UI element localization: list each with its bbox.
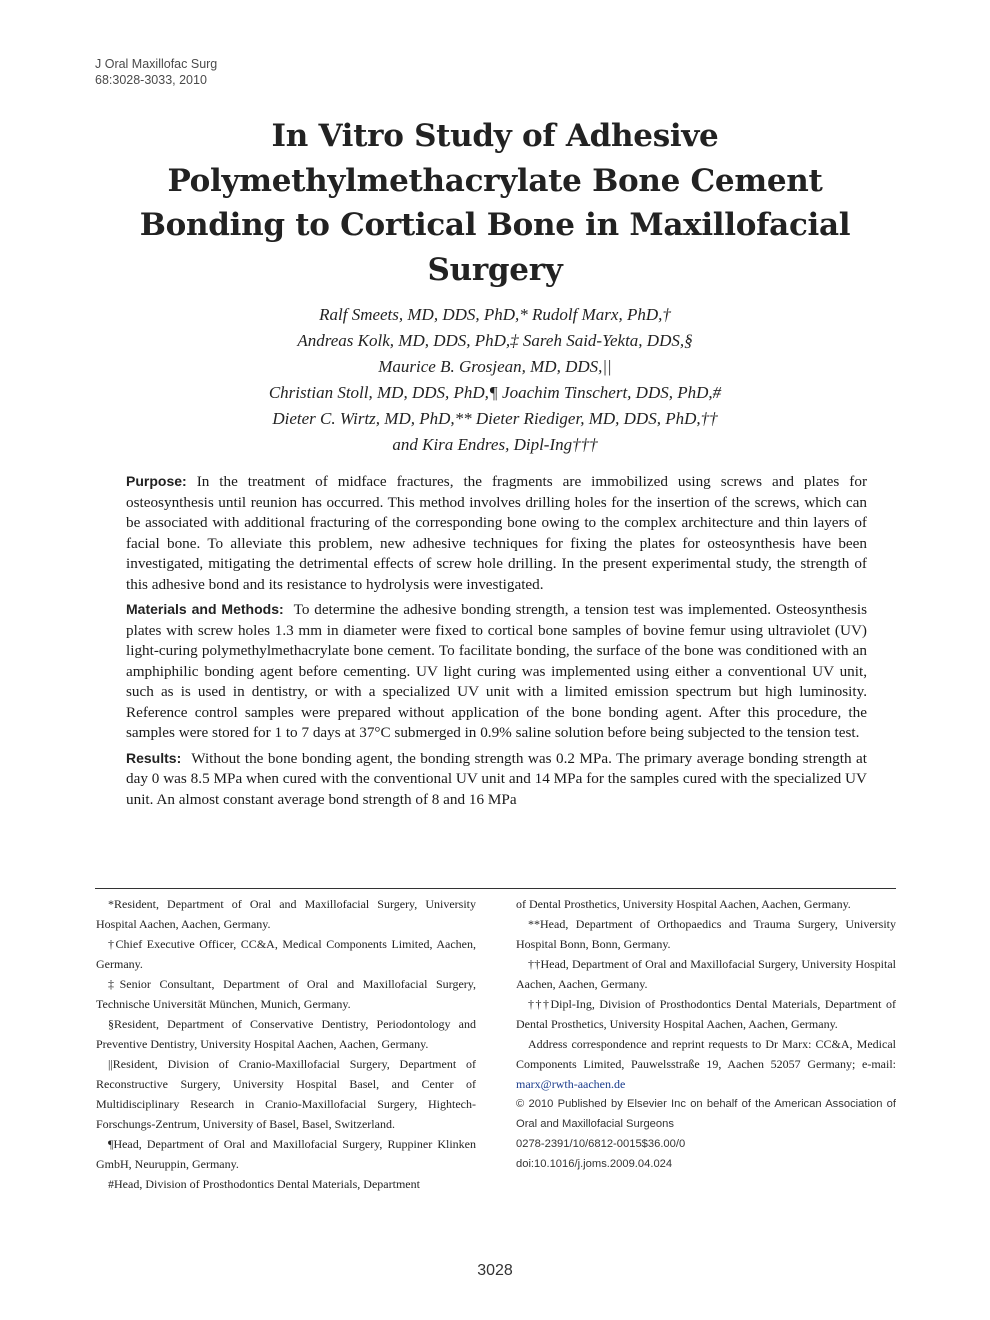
abstract-methods — [126, 599, 867, 744]
footnote: †††Dipl-Ing, Division of Prosthodontics Dental Materials, Department of Dental Prosthetics, University Hospital Aachen, Aachen, Germany. — [516, 997, 896, 1031]
journal-header — [95, 56, 217, 88]
journal-name: J Oral Maxillofac Surg — [95, 57, 218, 71]
footnote: ||Resident, Division of Cranio-Maxillofacial Surgery, Department of Reconstructive Surgery, University Hospital Basel, and Center of Multidisciplinary Research in Cranio-Maxillofacial Surgery, Hightech-Forschungs-Zentrum, University of Basel, Basel, Switzerland. — [96, 1057, 476, 1131]
footnote: ‡Senior Consultant, Department of Oral and Maxillofacial Surgery, Technische Universität München, Munich, Germany. — [96, 977, 476, 1011]
page-number: 3028 — [477, 1262, 513, 1279]
footnote: ††Head, Department of Oral and Maxillofacial Surgery, University Hospital Aachen, Aachen, Germany. — [516, 957, 896, 991]
section-label: Results: — [126, 749, 182, 766]
footnote: **Head, Department of Orthopaedics and Trauma Surgery, University Hospital Bonn, Bonn, Germany. — [516, 917, 896, 951]
copyright-notice: © 2010 Published by Elsevier Inc on behalf of the American Association of Oral and Maxillofacial Surgeons — [516, 1098, 896, 1130]
doi: doi:10.1016/j.joms.2009.04.024 — [516, 1158, 673, 1170]
author-line: Andreas Kolk, MD, DDS, PhD,‡ Sareh Said-Yekta, DDS,§ — [297, 331, 693, 350]
address-text: Address correspondence and reprint requests to Dr Marx: CC&A, Medical Components Limited, Pauwelsstraße 19, Aachen 52057 Germany; e-mail: — [516, 1037, 896, 1071]
author-line: and Kira Endres, Dipl-Ing††† — [392, 435, 598, 454]
section-label: Materials and Methods: — [126, 601, 284, 617]
section-text: Without the bone bonding agent, the bonding strength was 0.2 MPa. The primary average bonding strength at day 0 was 8.5 MPa when cured with the conventional UV unit and 14 MPa for the samples cured with the specialized UV unit. An almost constant average bond strength of 8 and 16 MPa — [126, 749, 867, 808]
correspondence-address — [516, 1034, 896, 1094]
footnote-continuation: of Dental Prosthetics, University Hospital Aachen, Aachen, Germany. — [516, 897, 851, 911]
author-list — [100, 302, 890, 458]
footnote-divider — [95, 888, 896, 889]
author-line: Maurice B. Grosjean, MD, DDS,|| — [378, 357, 612, 376]
section-text: To determine the adhesive bonding strength, a tension test was implemented. Osteosynthesis plates with screw holes 1.3 mm in diameter were fixed to cortical bone samples of bovine femur using ultraviolet (UV) light-curing polymethylmethacrylate bone cement. To facilitate bonding, the surface of the bone was conditioned with an amphiphilic bonding agent before cementing. UV light curing was implemented using either a conventional UV unit, such as is used in dentistry, or with a specialized UV unit with a limited emission spectrum but high luminosity. Reference control samples were prepared without application of the bone bonding agent. After this procedure, the samples were stored for 1 to 7 days at 37°C submerged in 0.9% saline solution before being subjected to the tension test. — [126, 601, 867, 741]
journal-citation: 68:3028-3033, 2010 — [95, 73, 207, 87]
issn-code: 0278-2391/10/6812-0015$36.00/0 — [516, 1138, 686, 1150]
abstract-results — [126, 748, 867, 811]
footnotes-right-column — [516, 894, 896, 1174]
footnote: ¶Head, Department of Oral and Maxillofacial Surgery, Ruppiner Klinken GmbH, Neuruppin, Germany. — [96, 1137, 476, 1171]
section-text: In the treatment of midface fractures, the fragments are immobilized using screws and plates for osteosynthesis until reunion has occurred. This method involves drilling holes for the insertion of the screws, which can be associated with additional fracturing of the corresponding bone owing to the complex architecture and thin layers of facial bone. To alleviate this problem, new adhesive techniques for fixing the plates for osteosynthesis have been investigated, mitigating the detrimental effects of screw hole drilling. In the present experimental study, the strength of this adhesive bond and its resistance to hydrolysis were investigated. — [126, 473, 867, 593]
footnotes-left-column — [96, 894, 476, 1194]
footnote: †Chief Executive Officer, CC&A, Medical Components Limited, Aachen, Germany. — [96, 937, 476, 971]
footnote: #Head, Division of Prosthodontics Dental Materials, Department — [108, 1177, 420, 1191]
abstract — [126, 471, 867, 814]
email-link[interactable]: marx@rwth-aachen.de — [516, 1077, 626, 1091]
article-title: In Vitro Study of Adhesive Polymethylmethacrylate Bone Cement Bonding to Cortical Bone in Maxillofacial Surgery — [139, 118, 851, 288]
author-line: Dieter C. Wirtz, MD, PhD,** Dieter Riediger, MD, DDS, PhD,†† — [272, 409, 718, 428]
footnote: *Resident, Department of Oral and Maxillofacial Surgery, University Hospital Aachen, Aachen, Germany. — [96, 897, 476, 931]
author-line: Ralf Smeets, MD, DDS, PhD,* Rudolf Marx, PhD,† — [319, 305, 671, 324]
author-line: Christian Stoll, MD, DDS, PhD,¶ Joachim Tinschert, DDS, PhD,# — [268, 383, 722, 402]
section-label: Purpose: — [126, 473, 187, 489]
footnote: §Resident, Department of Conservative Dentistry, Periodontology and Preventive Dentistry, University Hospital Aachen, Aachen, Germany. — [96, 1017, 476, 1051]
abstract-purpose — [126, 471, 867, 595]
